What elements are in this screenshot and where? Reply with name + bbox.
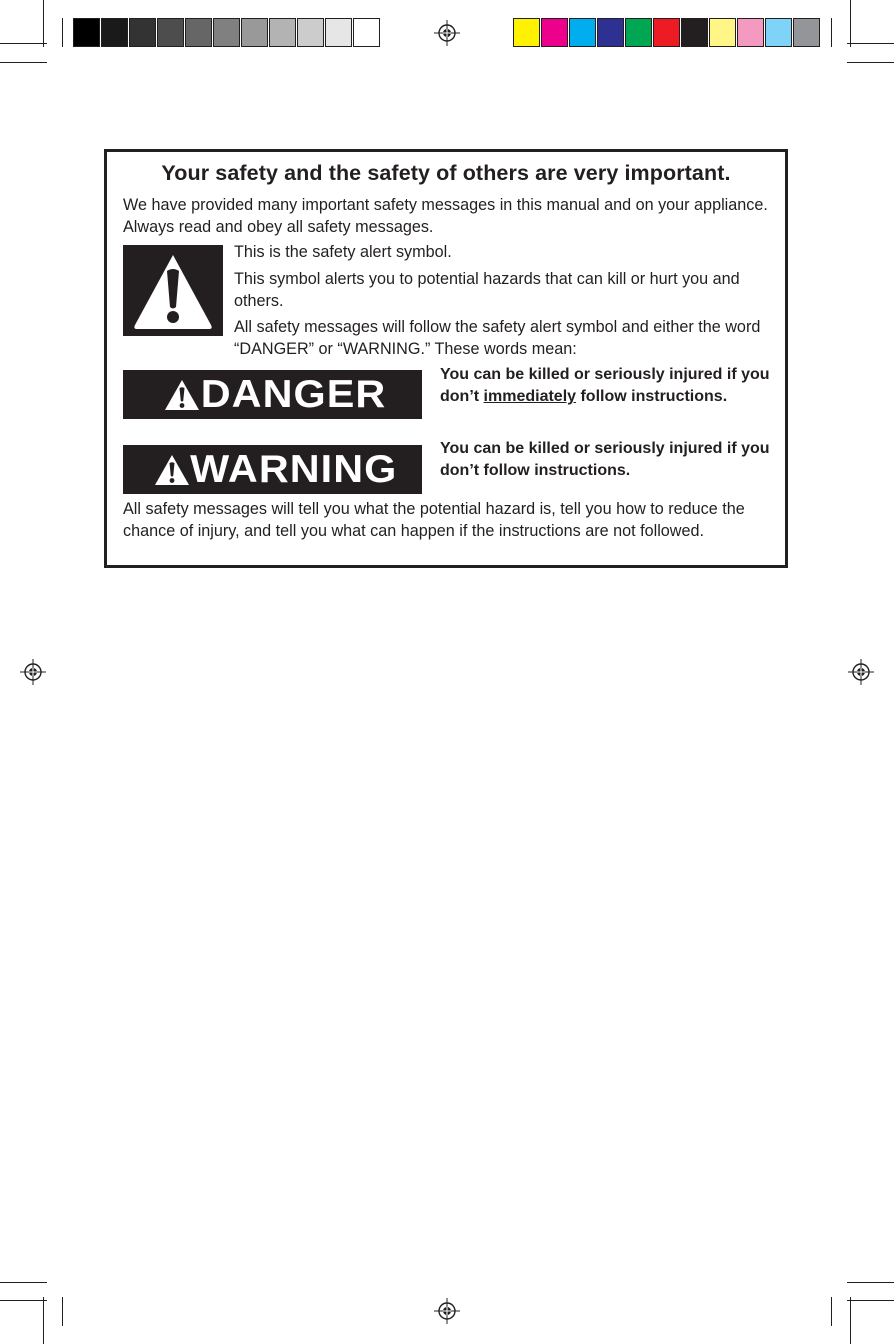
color-swatch xyxy=(625,18,652,47)
crop-mark xyxy=(43,0,44,47)
crop-mark xyxy=(62,1297,63,1326)
crop-mark xyxy=(831,18,832,47)
color-swatch xyxy=(765,18,792,47)
danger-banner xyxy=(123,370,422,419)
color-swatch xyxy=(541,18,568,47)
safety-title: Your safety and the safety of others are very important. xyxy=(161,161,731,185)
symbol-description-3: All safety messages will follow the safety alert symbol and either the word “DANGER” or “WARNING.” These words mean: xyxy=(234,318,761,358)
crop-mark xyxy=(831,1297,832,1326)
alert-triangle-icon xyxy=(154,454,190,486)
color-swatch xyxy=(737,18,764,47)
crop-mark xyxy=(0,62,47,63)
safety-outro: All safety messages will tell you what the potential hazard is, tell you how to reduce the chance of injury, and tell you what can happen if the instructions are not followed. xyxy=(123,500,745,540)
crop-mark xyxy=(850,1297,851,1344)
registration-mark-icon xyxy=(434,1298,460,1324)
warning-label: WARNING xyxy=(189,448,398,491)
color-swatch xyxy=(681,18,708,47)
crop-mark xyxy=(0,1300,47,1301)
crop-mark xyxy=(847,43,894,44)
registration-mark-icon xyxy=(848,659,874,685)
color-swatch xyxy=(185,18,212,47)
danger-meaning xyxy=(440,364,780,408)
color-swatch xyxy=(569,18,596,47)
symbol-description-1: This is the safety alert symbol. xyxy=(234,243,452,261)
safety-alert-symbol xyxy=(123,245,223,336)
color-swatch xyxy=(709,18,736,47)
warning-meaning: You can be killed or seriously injured if you don’t follow instructions. xyxy=(440,440,770,479)
color-swatch xyxy=(793,18,820,47)
color-swatch xyxy=(129,18,156,47)
crop-mark xyxy=(850,0,851,47)
symbol-description-2: This symbol alerts you to potential hazards that can kill or hurt you and others. xyxy=(234,270,740,310)
color-swatch xyxy=(241,18,268,47)
color-swatch xyxy=(597,18,624,47)
crop-mark xyxy=(0,1282,47,1283)
registration-mark-icon xyxy=(20,659,46,685)
warning-banner xyxy=(123,445,422,494)
color-swatch xyxy=(73,18,100,47)
crop-mark xyxy=(0,43,47,44)
danger-meaning-end: follow instructions. xyxy=(576,388,728,405)
crop-mark xyxy=(847,1282,894,1283)
color-swatch xyxy=(513,18,540,47)
crop-mark xyxy=(43,1297,44,1344)
color-swatch xyxy=(353,18,380,47)
color-swatch xyxy=(325,18,352,47)
color-swatch xyxy=(269,18,296,47)
color-swatch xyxy=(157,18,184,47)
safety-alert-triangle-icon xyxy=(123,245,223,336)
danger-label: DANGER xyxy=(200,373,387,416)
color-swatch xyxy=(653,18,680,47)
danger-meaning-emphasis: immediately xyxy=(483,388,577,405)
safety-notice-box xyxy=(104,149,788,568)
crop-mark xyxy=(62,18,63,47)
danger-meaning-text: You can be killed or seriously injured if you don’t xyxy=(440,366,770,405)
safety-intro: We have provided many important safety messages in this manual and on your appliance. Always read and obey all safety messages. xyxy=(123,196,768,236)
color-swatch xyxy=(213,18,240,47)
alert-triangle-icon xyxy=(164,379,200,411)
crop-mark xyxy=(847,62,894,63)
color-swatch xyxy=(101,18,128,47)
crop-mark xyxy=(847,1300,894,1301)
registration-mark-icon xyxy=(434,20,460,46)
color-swatch xyxy=(297,18,324,47)
